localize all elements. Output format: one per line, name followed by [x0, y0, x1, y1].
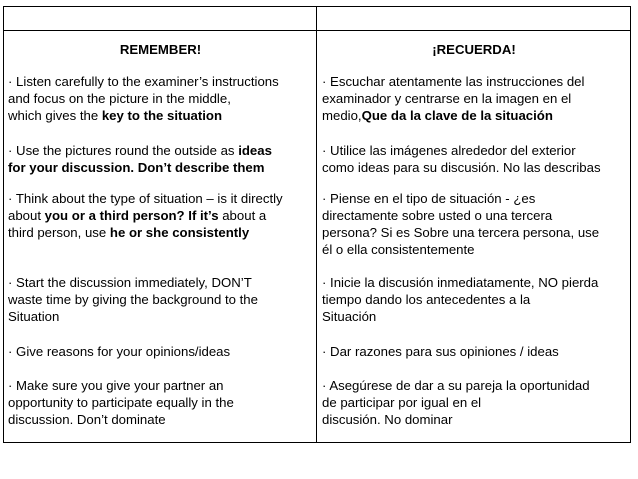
consejo-tipo-situacion: [322, 190, 626, 258]
column-divider: [316, 7, 317, 442]
consejo-razones: [322, 343, 626, 360]
text-run: · Start the discussion immediately, DON’T: [8, 275, 252, 290]
english-heading: REMEMBER!: [119, 42, 202, 57]
text-run: discusión. No dominar: [322, 412, 453, 427]
text-run: Situation: [8, 309, 60, 324]
text-run: · Piense en el tipo de situación - ¿es: [322, 191, 536, 206]
bold-text: you or a third person? If it’s: [44, 208, 219, 223]
text-run: Situación: [322, 309, 377, 324]
text-run: · Dar razones para sus opiniones / ideas: [322, 344, 559, 359]
text-run: third person, use: [8, 225, 110, 240]
text-run: about: [8, 208, 45, 223]
text-run: tiempo dando los antecedentes a la: [322, 292, 531, 307]
text-run: · Asegúrese de dar a su pareja la oportunidad: [322, 378, 590, 393]
text-run: · Inicie la discusión inmediatamente, NO pierda: [322, 275, 599, 290]
text-run: discussion. Don’t dominate: [8, 412, 166, 427]
text-run: · Think about the type of situation – is it directly: [8, 191, 283, 206]
bold-text: ideas: [238, 143, 272, 158]
text-run: which gives the: [8, 108, 102, 123]
english-column: [8, 31, 313, 442]
tip-partner-participation: [8, 377, 313, 428]
tip-situation-type: [8, 190, 313, 241]
consejo-imagenes: [322, 142, 626, 176]
bold-text: Que da la clave de la situación: [361, 108, 553, 123]
text-run: él o ella consistentemente: [322, 242, 475, 257]
spanish-column: [322, 31, 626, 442]
tip-start-immediately: [8, 274, 313, 325]
text-run: examinador y centrarse en la imagen en el: [322, 91, 572, 106]
text-run: and focus on the picture in the middle,: [8, 91, 231, 106]
text-run: directamente sobre usted o una tercera: [322, 208, 553, 223]
bold-text: he or she consistently: [109, 225, 250, 240]
consejo-iniciar: [322, 274, 626, 325]
text-run: como ideas para su discusión. No las describas: [322, 160, 601, 175]
text-run: · Make sure you give your partner an: [8, 378, 224, 393]
text-run: persona? Si es Sobre una tercera persona, use: [322, 225, 600, 240]
text-run: · Use the pictures round the outside as: [8, 143, 239, 158]
tip-give-reasons: [8, 343, 313, 360]
consejo-escuchar: [322, 73, 626, 124]
consejo-pareja: [322, 377, 626, 428]
bold-text: key to the situation: [101, 108, 222, 123]
text-run: · Give reasons for your opinions/ideas: [8, 344, 231, 359]
bold-text: for your discussion. Don’t describe them: [8, 160, 265, 175]
tips-table: [3, 6, 631, 443]
tip-listen: [8, 73, 313, 124]
tip-pictures: [8, 142, 313, 176]
text-run: · Escuchar atentamente las instrucciones del: [322, 74, 585, 89]
text-run: medio,: [322, 108, 362, 123]
spanish-heading: ¡RECUERDA!: [432, 42, 516, 57]
text-run: · Listen carefully to the examiner’s instructions: [8, 74, 279, 89]
text-run: · Utilice las imágenes alrededor del exterior: [322, 143, 576, 158]
text-run: opportunity to participate equally in the: [8, 395, 234, 410]
text-run: about a: [218, 208, 267, 223]
text-run: de participar por igual en el: [322, 395, 482, 410]
text-run: waste time by giving the background to the: [8, 292, 258, 307]
